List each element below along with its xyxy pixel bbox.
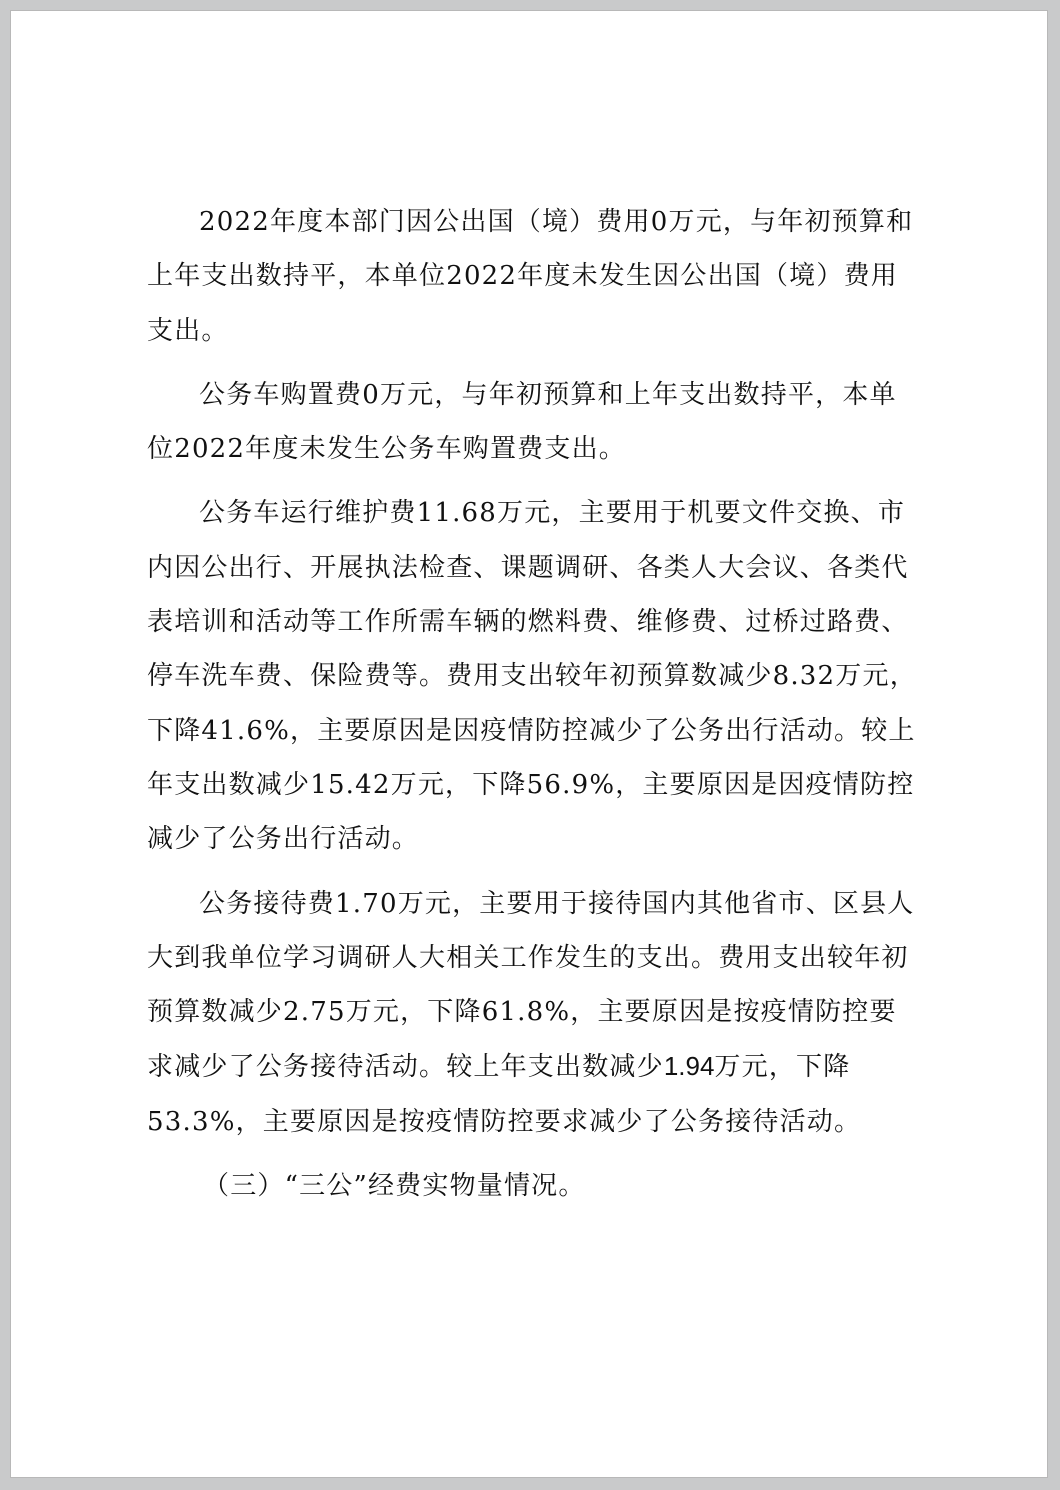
section-heading: （三）“三公”经费实物量情况。 bbox=[203, 1171, 586, 1202]
reception-text-after: 万元，下降53.3%，主要原因是按疫情防控要求减少了公务接待活动。 bbox=[147, 1052, 862, 1137]
reception-text-before: 公务接待费1.70万元，主要用于接待国内其他省市、区县人大到我单位学习调研人大相关工作发生的支出。费用支出较年初预算数减少2.75万元，下降61.8%，主要原因是按疫情防控要求减少了公务接待活动。较上年支出数减少 bbox=[147, 888, 915, 1083]
paragraph-overseas-travel: 2022年度本部门因公出国（境）费用0万元，与年初预算和上年支出数持平，本单位2022年度未发生因公出国（境）费用支出。 bbox=[147, 207, 914, 346]
paragraph-official-reception bbox=[147, 877, 917, 1149]
document-body bbox=[147, 195, 917, 1213]
paragraph-vehicle-purchase: 公务车购置费0万元，与年初预算和上年支出数持平，本单位2022年度未发生公务车购置费支出。 bbox=[147, 379, 897, 465]
document-page bbox=[10, 10, 1048, 1478]
reception-amount: 1.94 bbox=[663, 1051, 715, 1082]
paragraph-vehicle-maintenance: 公务车运行维护费11.68万元，主要用于机要文件交换、市内因公出行、开展执法检查、课题调研、各类人大会议、各类代表培训和活动等工作所需车辆的燃料费、维修费、过桥过路费、停车洗车费、保险费等。费用支出较年初预算数减少8.32万元，下降41.6%，主要原因是因疫情防控减少了公务出行活动。较上年支出数减少15.42万元，下降56.9%，主要原因是因疫情防控减少了公务出行活动。 bbox=[147, 498, 917, 855]
